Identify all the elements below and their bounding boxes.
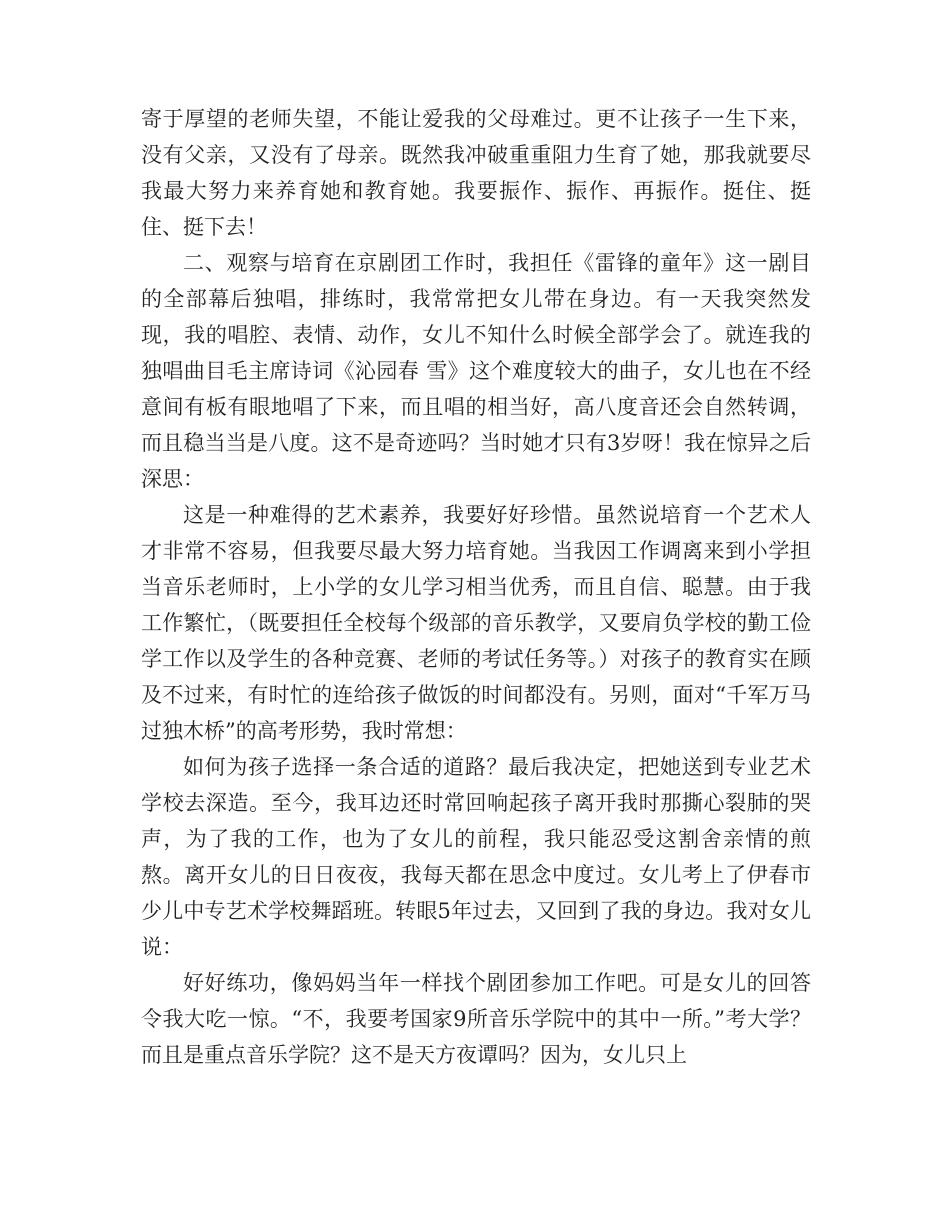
- paragraph-conservatory: 好好练功，像妈妈当年一样找个剧团参加工作吧。可是女儿的回答令我大吃一惊。“不，我要考国家9所音乐学院中的其中一所。”考大学？而且是重点音乐学院？这不是天方夜谭吗？因为，女儿只上: [141, 971, 811, 1067]
- paragraph-art-school: 如何为孩子选择一条合适的道路？最后我决定，把她送到专业艺术学校去深造。至今，我耳边还时常回响起孩子离开我时那撕心裂肺的哭声，为了我的工作，也为了女儿的前程，我只能忍受这割舍亲情的煎熬。离开女儿的日日夜夜，我每天都在思念中度过。女儿考上了伊春市少儿中专艺术学校舞蹈班。转眼5年过去，又回到了我的身边。我对女儿说：: [141, 755, 811, 959]
- paragraph-continuation: 寄于厚望的老师失望，不能让爱我的父母难过。更不让孩子一生下来，没有父亲，又没有了母亲。既然我冲破重重阻力生育了她，那我就要尽我最大努力来养育她和教育她。我要振作、振作、再振作。挺住、挺住、挺下去！: [141, 107, 811, 239]
- body-text: [141, 101, 811, 1073]
- paragraph-art-talent: 这是一种难得的艺术素养，我要好好珍惜。虽然说培育一个艺术人才非常不容易，但我要尽最大努力培育她。当我因工作调离来到小学担当音乐老师时，上小学的女儿学习相当优秀，而且自信、聪慧。由于我工作繁忙，（既要担任全校每个级部的音乐教学，又要肩负学校的勤工俭学工作以及学生的各种竞赛、老师的考试任务等。）对孩子的教育实在顾及不过来，有时忙的连给孩子做饭的时间都没有。另则，面对“千军万马过独木桥”的高考形势，我时常想：: [141, 503, 811, 743]
- paragraph-observation: 二、观察与培育在京剧团工作时，我担任《雷锋的童年》这一剧目的全部幕后独唱，排练时，我常常把女儿带在身边。有一天我突然发现，我的唱腔、表情、动作，女儿不知什么时候全部学会了。就连我的独唱曲目毛主席诗词《沁园春 雪》这个难度较大的曲子，女儿也在不经意间有板有眼地唱了下来，而且唱的相当好，高八度音还会自然转调，而且稳当当是八度。这不是奇迹吗？当时她才只有3岁呀！我在惊异之后深思：: [141, 251, 811, 491]
